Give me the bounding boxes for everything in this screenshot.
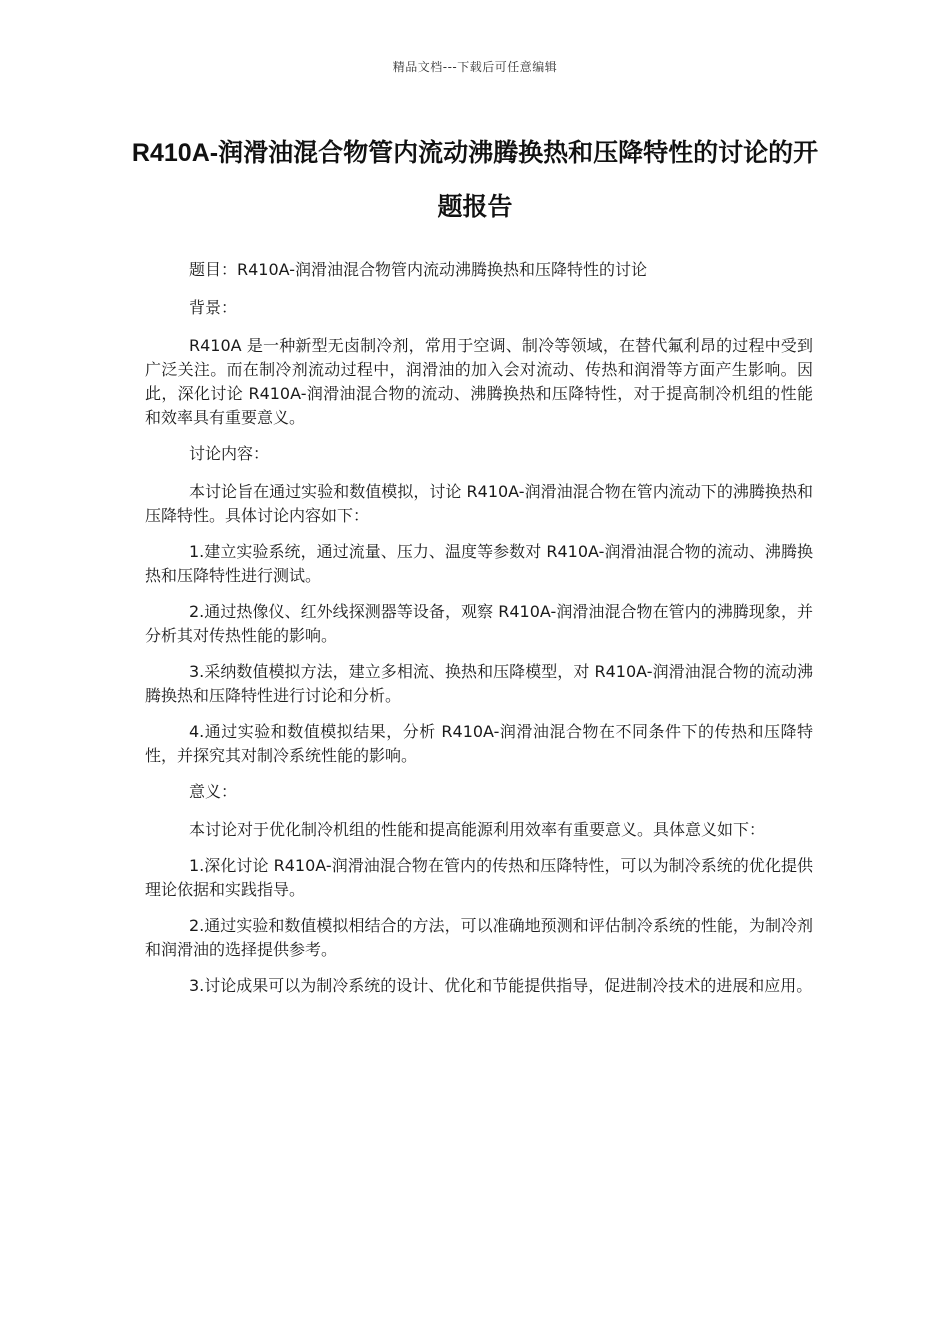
document-title: R410A-润滑油混合物管内流动沸腾换热和压降特性的讨论的开题报告 [131,139,819,221]
content-item: 4.通过实验和数值模拟结果，分析 R410A-润滑油混合物在不同条件下的传热和压降特性，并探究其对制冷系统性能的影响。 [145,722,813,765]
significance-item: 2.通过实验和数值模拟相结合的方法，可以准确地预测和评估制冷系统的性能，为制冷剂和润滑油的选择提供参考。 [145,916,813,959]
background-paragraph: R410A 是一种新型无卤制冷剂，常用于空调、制冷等领域，在替代氟利昂的过程中受到广泛关注。而在制冷剂流动过程中，润滑油的加入会对流动、传热和润滑等方面产生影响。因此，深化讨论 R410A-润滑油混合物的流动、沸腾换热和压降特性，对于提高制冷机组的性能和效率具有重要意义。 [145,336,813,427]
section-heading-background: 背景： [189,298,238,317]
significance-item: 3.讨论成果可以为制冷系统的设计、优化和节能提供指导，促进制冷技术的进展和应用。 [189,976,813,995]
header-note: 精品文档---下载后可任意编辑 [392,60,558,74]
content-item: 2.通过热像仪、红外线探测器等设备，观察 R410A-润滑油混合物在管内的沸腾现象，并分析其对传热性能的影响。 [145,602,813,645]
significance-intro-paragraph: 本讨论对于优化制冷机组的性能和提高能源利用效率有重要意义。具体意义如下： [189,820,766,839]
document-body [145,258,813,1010]
content-intro-paragraph: 本讨论旨在通过实验和数值模拟，讨论 R410A-润滑油混合物在管内流动下的沸腾换热和压降特性。具体讨论内容如下： [145,482,813,525]
topic-line: 题目：R410A-润滑油混合物管内流动沸腾换热和压降特性的讨论 [189,260,648,279]
content-item: 3.采纳数值模拟方法，建立多相流、换热和压降模型，对 R410A-润滑油混合物的流动沸腾换热和压降特性进行讨论和分析。 [145,662,813,705]
content-item: 1.建立实验系统，通过流量、压力、温度等参数对 R410A-润滑油混合物的流动、沸腾换热和压降特性进行测试。 [145,542,813,585]
section-heading-significance: 意义： [189,782,238,801]
significance-item: 1.深化讨论 R410A-润滑油混合物在管内的传热和压降特性，可以为制冷系统的优化提供理论依据和实践指导。 [145,856,813,899]
section-heading-content: 讨论内容： [189,444,270,463]
